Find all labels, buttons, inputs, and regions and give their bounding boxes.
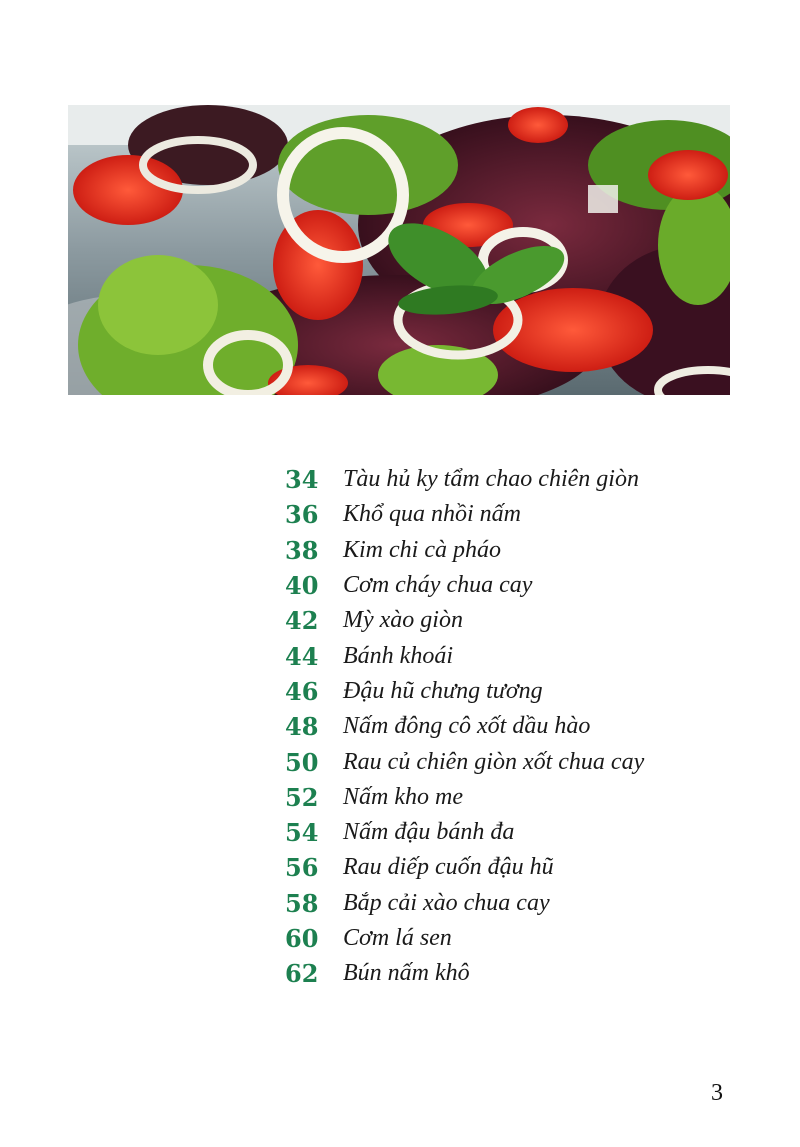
toc-page-number: 48	[285, 712, 319, 742]
toc-entry[interactable]	[285, 709, 745, 744]
toc-page-number: 54	[285, 818, 319, 848]
page-number: 3	[711, 1080, 723, 1106]
toc-entry[interactable]	[285, 462, 745, 497]
toc-title: Rau củ chiên giòn xốt chua cay	[343, 748, 645, 775]
toc-page-number: 42	[285, 606, 319, 636]
toc-title: Bắp cải xào chua cay	[343, 889, 550, 916]
toc-entry[interactable]	[285, 850, 745, 885]
toc-page-number: 38	[285, 535, 319, 565]
toc-title: Bún nấm khô	[343, 960, 470, 987]
toc-page-number: 58	[285, 888, 319, 918]
toc-page-number: 34	[285, 465, 319, 495]
table-of-contents	[285, 462, 745, 991]
toc-title: Nấm kho me	[343, 783, 463, 810]
toc-page-number: 44	[285, 641, 319, 671]
toc-entry[interactable]	[285, 568, 745, 603]
toc-page-number: 56	[285, 853, 319, 883]
toc-page-number: 52	[285, 782, 319, 812]
toc-entry[interactable]	[285, 886, 745, 921]
toc-entry[interactable]	[285, 921, 745, 956]
toc-title: Tàu hủ ky tẩm chao chiên giòn	[343, 466, 639, 493]
toc-page-number: 40	[285, 571, 319, 601]
toc-entry[interactable]	[285, 815, 745, 850]
toc-title: Cơm lá sen	[343, 925, 452, 951]
toc-title: Cơm cháy chua cay	[343, 572, 533, 599]
toc-title: Mỳ xào giòn	[343, 607, 463, 634]
toc-title: Khổ qua nhồi nấm	[343, 501, 522, 528]
toc-entry[interactable]	[285, 744, 745, 779]
toc-page-number: 50	[285, 747, 319, 777]
toc-entry[interactable]	[285, 674, 745, 709]
toc-title: Nấm đậu bánh đa	[343, 819, 515, 846]
toc-title: Kim chi cà pháo	[343, 536, 501, 563]
toc-page-number: 46	[285, 676, 319, 706]
toc-title: Đậu hũ chưng tương	[343, 677, 543, 704]
toc-page-number: 60	[285, 924, 319, 953]
toc-entry[interactable]	[285, 956, 745, 991]
salad-photo	[68, 105, 730, 395]
toc-entry[interactable]	[285, 497, 745, 532]
toc-page-number: 36	[285, 500, 319, 530]
toc-title: Bánh khoái	[343, 642, 453, 669]
toc-entry[interactable]	[285, 780, 745, 815]
toc-entry[interactable]	[285, 603, 745, 638]
toc-page-number: 62	[285, 959, 319, 989]
toc-title: Nấm đông cô xốt dầu hào	[343, 713, 591, 740]
toc-title: Rau diếp cuốn đậu hũ	[343, 854, 554, 881]
toc-entry[interactable]	[285, 533, 745, 568]
toc-entry[interactable]	[285, 638, 745, 673]
